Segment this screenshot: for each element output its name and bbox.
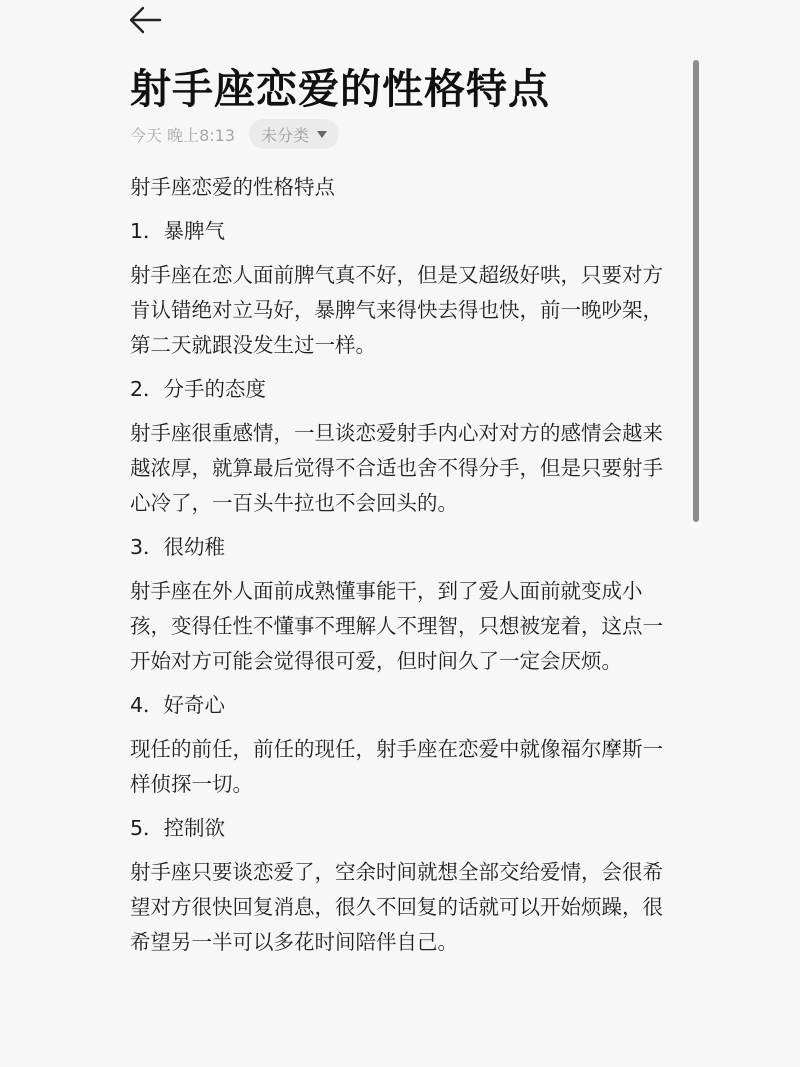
caret-down-icon — [317, 131, 327, 138]
vertical-scrollbar[interactable] — [693, 60, 699, 522]
section-heading: 2．分手的态度 — [130, 377, 267, 401]
section-heading: 4．好奇心 — [130, 693, 226, 717]
section-heading: 3．很幼稚 — [130, 535, 226, 559]
section-heading: 1．暴脾气 — [130, 219, 226, 243]
category-label: 未分类 — [261, 125, 310, 145]
note-paragraph: 射手座只要谈恋爱了，空余时间就想全部交给爱情，会很希望对方很快回复消息，很久不回复的话就可以开始烦躁，很希望另一半可以多花时间陪伴自己。 — [130, 860, 663, 954]
category-dropdown[interactable] — [249, 119, 339, 149]
back-button[interactable] — [128, 2, 168, 38]
note-paragraph: 射手座在外人面前成熟懂事能干，到了爱人面前就变成小孩，变得任性不懂事不理解人不理智，只想被宠着，这点一开始对方可能会觉得很可爱，但时间久了一定会厌烦。 — [130, 579, 663, 673]
note-paragraph: 射手座在恋人面前脾气真不好，但是又超级好哄，只要对方肯认错绝对立马好，暴脾气来得快去得也快，前一晚吵架，第二天就跟没发生过一样。 — [130, 263, 663, 357]
arrow-left-icon — [128, 2, 168, 38]
note-meta — [130, 118, 339, 150]
note-body[interactable] — [130, 170, 675, 969]
note-paragraph: 现任的前任，前任的现任，射手座在恋爱中就像福尔摩斯一样侦探一切。 — [130, 737, 663, 796]
note-paragraph: 射手座恋爱的性格特点 — [130, 175, 335, 199]
note-paragraph: 射手座很重感情，一旦谈恋爱射手内心对对方的感情会越来越浓厚，就算最后觉得不合适也舍不得分手，但是只要射手心冷了，一百头牛拉也不会回头的。 — [130, 421, 663, 515]
note-title: 射手座恋爱的性格特点 — [130, 65, 550, 113]
note-timestamp: 今天 晚上8:13 — [130, 125, 236, 145]
section-heading: 5．控制欲 — [130, 816, 226, 840]
